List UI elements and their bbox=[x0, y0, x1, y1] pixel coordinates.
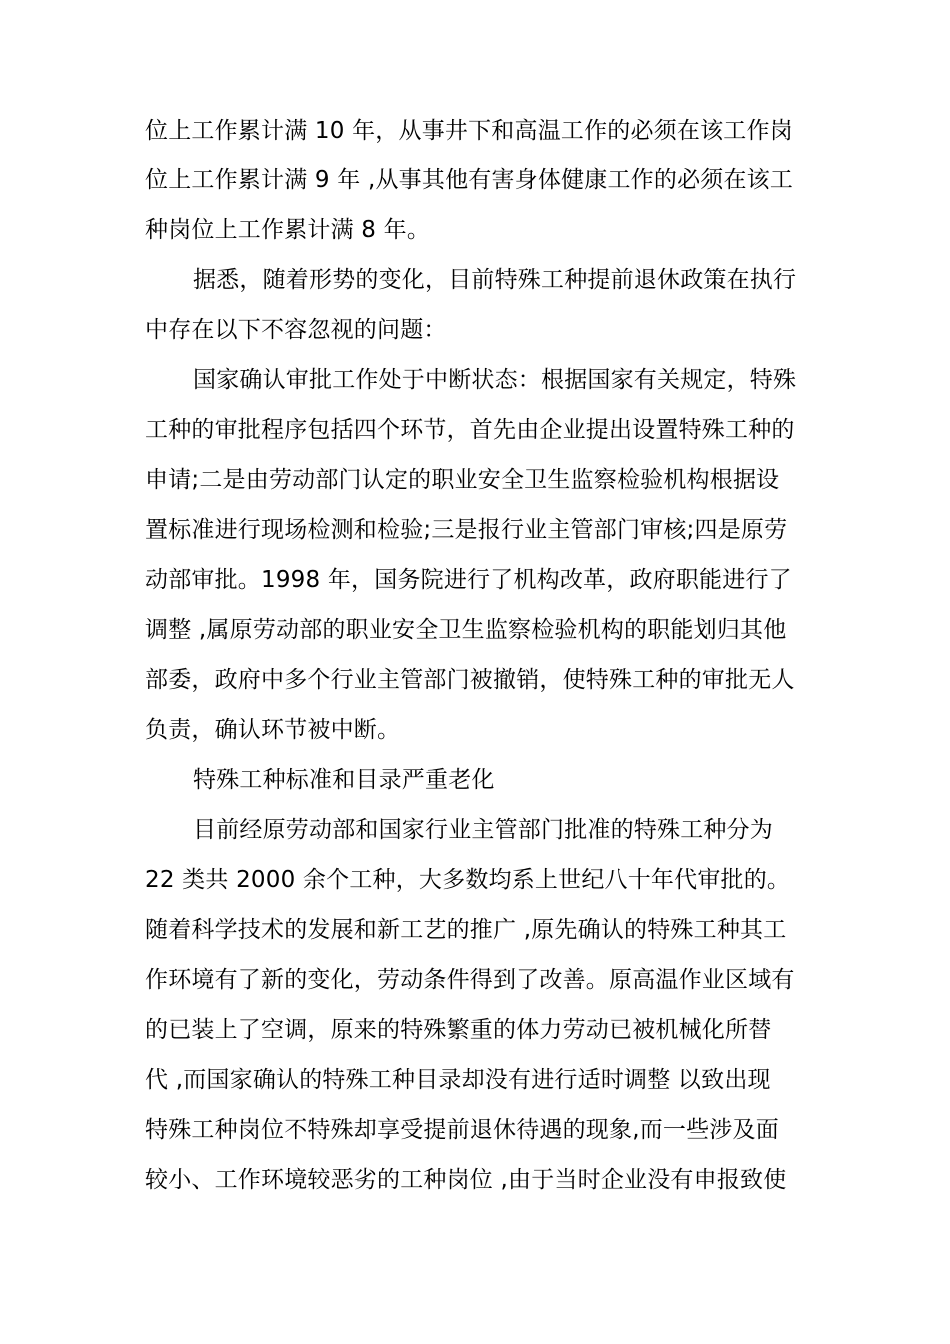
text-line-7: 工种的审批程序包括四个环节，首先由企业提出设置特殊工种的 bbox=[145, 417, 795, 443]
text-line-8: 申请;二是由劳动部门认定的职业安全卫生监察检验机构根据设 bbox=[145, 467, 780, 493]
text-line-18: 作环境有了新的变化，劳动条件得到了改善。原高温作业区域有 bbox=[145, 967, 795, 993]
text-line-1: 位上工作累计满 10 年，从事井下和高温工作的必须在该工作岗 bbox=[145, 118, 793, 144]
text-line-13: 负责，确认环节被中断。 bbox=[145, 717, 401, 743]
text-line-17: 随着科学技术的发展和新工艺的推广 ,原先确认的特殊工种其工 bbox=[145, 917, 787, 943]
text-line-22: 较小、工作环境较恶劣的工种岗位 ,由于当时企业没有申报致使 bbox=[145, 1167, 787, 1193]
text-line-6: 国家确认审批工作处于中断状态：根据国家有关规定，特殊 bbox=[193, 367, 797, 393]
text-line-11: 调整 ,属原劳动部的职业安全卫生监察检验机构的职能划归其他 bbox=[145, 617, 787, 643]
text-line-20: 代 ,而国家确认的特殊工种目录却没有进行适时调整 以致出现 bbox=[145, 1067, 771, 1093]
text-line-19: 的已装上了空调，原来的特殊繁重的体力劳动已被机械化所替 bbox=[145, 1017, 772, 1043]
text-line-12: 部委，政府中多个行业主管部门被撤销，使特殊工种的审批无人 bbox=[145, 667, 795, 693]
text-line-2: 位上工作累计满 9 年 ,从事其他有害身体健康工作的必须在该工 bbox=[145, 167, 794, 193]
text-line-21: 特殊工种岗位不特殊却享受提前退休待遇的现象,而一些涉及面 bbox=[145, 1117, 779, 1143]
section-heading: 特殊工种标准和目录严重老化 bbox=[193, 767, 495, 793]
text-line-15: 目前经原劳动部和国家行业主管部门批准的特殊工种分为 bbox=[193, 817, 773, 843]
text-line-10: 动部审批。1998 年，国务院进行了机构改革，政府职能进行了 bbox=[145, 567, 792, 593]
text-line-5: 中存在以下不容忽视的问题： bbox=[145, 317, 447, 343]
text-line-9: 置标准进行现场检测和检验;三是报行业主管部门审核;四是原劳 bbox=[145, 517, 788, 543]
text-line-3: 种岗位上工作累计满 8 年。 bbox=[145, 217, 431, 243]
text-line-4: 据悉，随着形势的变化，目前特殊工种提前退休政策在执行 bbox=[193, 267, 797, 293]
text-line-16: 22 类共 2000 余个工种，大多数均系上世纪八十年代审批的。 bbox=[145, 867, 791, 893]
